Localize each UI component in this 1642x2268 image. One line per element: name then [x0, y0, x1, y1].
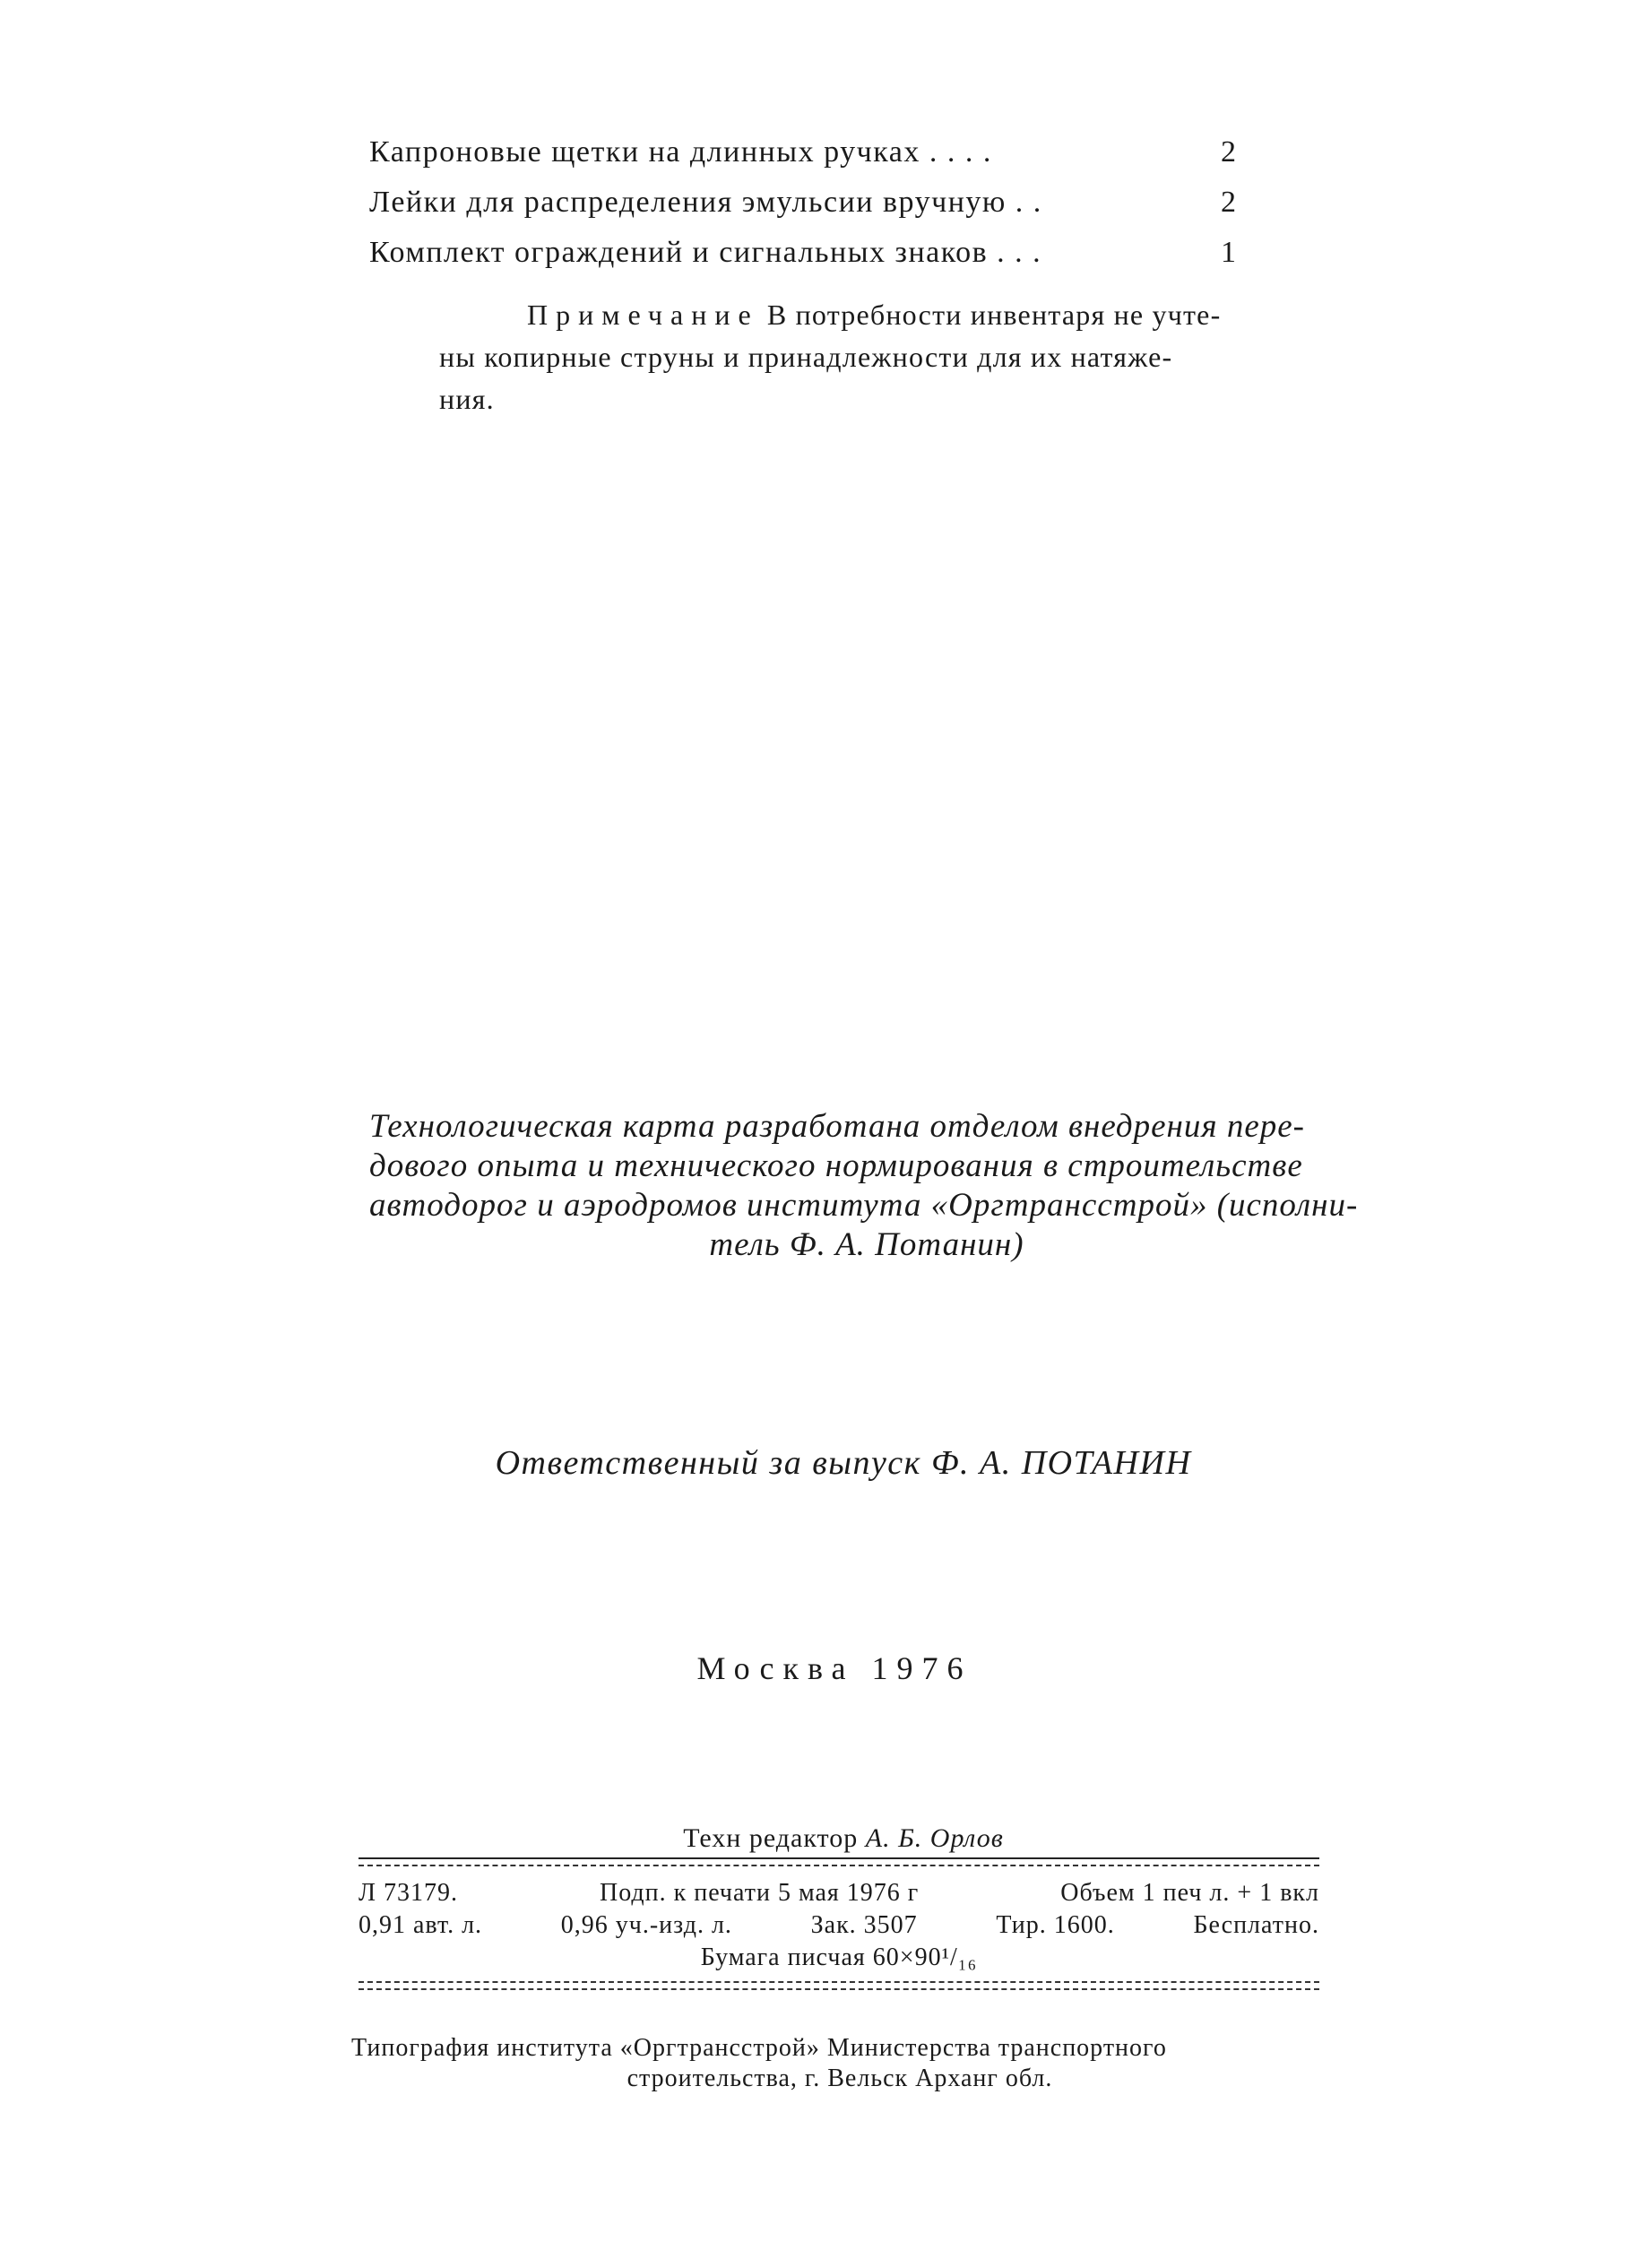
- imprint-field: Бесплатно.: [1193, 1911, 1319, 1939]
- imprint-field: Подп. к печати 5 мая 1976 г: [599, 1879, 920, 1907]
- inventory-item-qty: 2: [1221, 135, 1238, 169]
- divider: [359, 1981, 1319, 1983]
- inventory-item-name: Капроновые щетки на длинных ручках . . . .: [369, 135, 992, 169]
- imprint-field: Зак. 3507: [810, 1911, 918, 1939]
- inventory-list: [369, 127, 1248, 278]
- divider: [359, 1865, 1319, 1866]
- imprint-line: [359, 1909, 1319, 1942]
- note-label: Примечание: [527, 299, 759, 331]
- credits-line: тель Ф. А. Потанин): [709, 1226, 1024, 1263]
- inventory-row: [369, 127, 1248, 177]
- credits-line: Технологическая карта разработана отделом внедрения пере-: [369, 1108, 1306, 1145]
- credits-block: [369, 1107, 1359, 1265]
- printer-line: Типография института «Оргтрансстрой» Министерства транспортного: [351, 2034, 1167, 2062]
- imprint-field: Объем 1 печ л. + 1 вкл: [1060, 1879, 1319, 1907]
- divider: [359, 1988, 1319, 1990]
- note-block: [439, 294, 1327, 420]
- inventory-item-name: Лейки для распределения эмульсии вручную . .: [369, 186, 1042, 219]
- responsible-person: Ответственный за выпуск Ф. А. ПОТАНИН: [495, 1444, 1192, 1482]
- imprint-field: 0,91 авт. л.: [359, 1911, 483, 1939]
- imprint-block: [359, 1877, 1319, 1974]
- imprint-line: Бумага писчая 60×90¹/₁₆: [700, 1943, 978, 1971]
- inventory-item-qty: 2: [1221, 186, 1238, 219]
- note-line: [527, 294, 1327, 336]
- imprint-field: Тир. 1600.: [996, 1911, 1115, 1939]
- note-text: В потребности инвентаря не учте-: [766, 299, 1222, 331]
- tech-editor-name: А. Б. Орлов: [865, 1823, 1004, 1853]
- imprint-field: 0,96 уч.-изд. л.: [560, 1911, 732, 1939]
- city-year: Москва 1976: [696, 1650, 972, 1686]
- tech-editor-label: Техн редактор: [683, 1823, 859, 1853]
- printer-line: строительства, г. Вельск Арханг обл.: [627, 2065, 1053, 2092]
- imprint-line: [359, 1877, 1319, 1909]
- inventory-item-name: Комплект ограждений и сигнальных знаков . . .: [369, 236, 1042, 269]
- credits-line: автодорог и аэродромов института «Оргтрансстрой» (исполни-: [369, 1187, 1359, 1224]
- divider: [359, 1857, 1319, 1859]
- inventory-row: [369, 228, 1248, 278]
- note-line: ния.: [439, 383, 495, 415]
- credits-line: дового опыта и технического нормирования в строительстве: [369, 1147, 1303, 1184]
- inventory-row: [369, 177, 1248, 228]
- inventory-item-qty: 1: [1221, 236, 1238, 269]
- tech-editor: [0, 1823, 1642, 1854]
- note-line: ны копирные струны и принадлежности для их натяже-: [439, 341, 1173, 373]
- imprint-field: Л 73179.: [359, 1879, 458, 1907]
- printer-info: [351, 2033, 1328, 2094]
